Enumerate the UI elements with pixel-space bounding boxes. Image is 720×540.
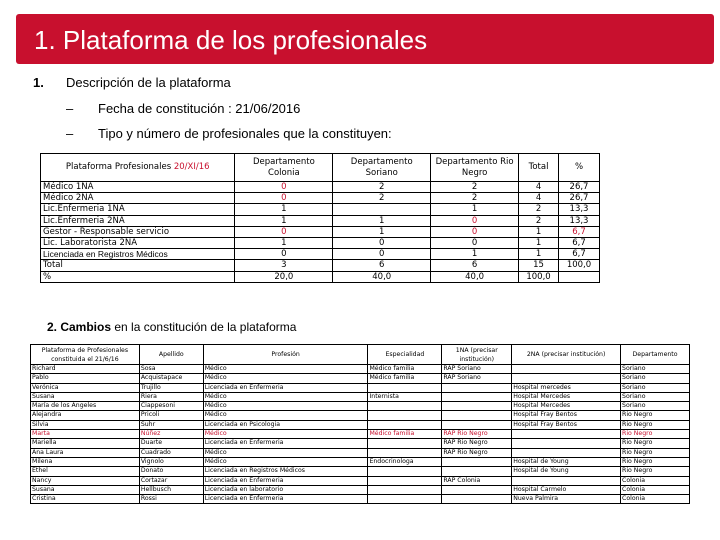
col-header: Departamento Colonia — [235, 154, 333, 182]
cell: Colonia — [621, 476, 690, 485]
cell: Susana — [31, 392, 140, 401]
cell: Cuadrado — [139, 448, 203, 457]
cell-value: 6,7 — [559, 249, 600, 260]
cell: RAP Soriano — [442, 365, 512, 374]
section-number: 1. — [33, 75, 44, 90]
cell — [442, 402, 512, 411]
cell-value: 0 — [431, 238, 519, 249]
cell: Médico — [203, 457, 368, 466]
cell-value: 3 — [235, 260, 333, 271]
table-row — [31, 365, 690, 374]
header-date: 20/XI/16 — [173, 162, 210, 173]
cell: Ciappesoni — [139, 402, 203, 411]
cell: Rio Negro — [621, 467, 690, 476]
cell-value: 26,7 — [559, 193, 600, 204]
cell: Núñez — [139, 430, 203, 439]
table1-row — [41, 238, 600, 249]
cell: Ana Laura — [31, 448, 140, 457]
cell: Soriano — [621, 402, 690, 411]
cell — [442, 420, 512, 429]
cell: Milena — [31, 457, 140, 466]
cell-value: 1 — [333, 215, 431, 226]
bullet-dash: – — [66, 126, 74, 141]
cell — [442, 392, 512, 401]
cell: Licenciada en Enfermeria — [203, 439, 368, 448]
title-banner — [16, 14, 714, 64]
cell: Médico — [203, 402, 368, 411]
cell: Nueva Palmira — [512, 495, 621, 504]
cell-value: 2 — [431, 193, 519, 204]
row-label: Lic.Enfermeria 1NA — [41, 204, 235, 215]
cell: Rio Negro — [621, 439, 690, 448]
cell-value: 2 — [333, 182, 431, 193]
cell: Pricoli — [139, 411, 203, 420]
cell — [368, 402, 442, 411]
cell: Vignolo — [139, 457, 203, 466]
cell: Verónica — [31, 383, 140, 392]
cell: Rio Negro — [621, 420, 690, 429]
cell-value: 40,0 — [333, 271, 431, 282]
table-row — [31, 457, 690, 466]
cell: Susana — [31, 485, 140, 494]
cell — [512, 374, 621, 383]
col-header: Total — [519, 154, 559, 182]
cell-value — [559, 271, 600, 282]
cell — [368, 485, 442, 494]
cell-value: 2 — [333, 193, 431, 204]
cell: Soriano — [621, 374, 690, 383]
cell-value: 4 — [519, 182, 559, 193]
cell: Hospital Carmelo — [512, 485, 621, 494]
cell: Hellbusch — [139, 485, 203, 494]
table-row — [31, 374, 690, 383]
cell-value: 0 — [431, 226, 519, 237]
cell: Hospital Mercedes — [512, 392, 621, 401]
cell-value: 1 — [235, 204, 333, 215]
table-row — [31, 402, 690, 411]
table1-row — [41, 271, 600, 282]
cell — [512, 476, 621, 485]
cell-value: 26,7 — [559, 182, 600, 193]
table-row — [31, 392, 690, 401]
cell-value: 1 — [235, 238, 333, 249]
cell-value: 1 — [431, 249, 519, 260]
table-row — [31, 448, 690, 457]
cell: Cortazar — [139, 476, 203, 485]
table1-row — [41, 204, 600, 215]
cell: Endocrinologa — [368, 457, 442, 466]
cell: Riera — [139, 392, 203, 401]
cell: Médico familia — [368, 365, 442, 374]
cell: Médico — [203, 411, 368, 420]
bullet-tipo: Tipo y número de profesionales que la constituyen: — [98, 126, 392, 141]
col-header: Plataforma de Profesionales constituida el 21/6/16 — [31, 345, 140, 365]
section2-heading: 2. Cambios en la constitución de la plataforma — [47, 320, 297, 334]
cell: Suhr — [139, 420, 203, 429]
table-row — [31, 420, 690, 429]
cell: María de los Ángeles — [31, 402, 140, 411]
table1-row — [41, 260, 600, 271]
row-label: Lic. Laboratorista 2NA — [41, 238, 235, 249]
cell: Médico familia — [368, 374, 442, 383]
cell-value: 100,0 — [559, 260, 600, 271]
cell: RAP Colonia — [442, 476, 512, 485]
cell — [512, 430, 621, 439]
cell: Alejandra — [31, 411, 140, 420]
row-label: % — [41, 271, 235, 282]
cell — [512, 439, 621, 448]
cell-value: 1 — [519, 249, 559, 260]
row-label: Gestor - Responsable servicio — [41, 226, 235, 237]
cell-value: 40,0 — [431, 271, 519, 282]
cell-value: 0 — [235, 249, 333, 260]
cell: Colonia — [621, 485, 690, 494]
cell-value — [333, 204, 431, 215]
cell: Médico — [203, 448, 368, 457]
cell — [442, 411, 512, 420]
cell-value: 13,3 — [559, 204, 600, 215]
cell-value: 15 — [519, 260, 559, 271]
table1-row — [41, 182, 600, 193]
cell: Colonia — [621, 495, 690, 504]
cell: Licenciada en laboratorio — [203, 485, 368, 494]
col-header: Profesión — [203, 345, 368, 365]
bullet-dash: – — [66, 101, 74, 116]
cell: Trujillo — [139, 383, 203, 392]
col-header: Departamento Rio Negro — [431, 154, 519, 182]
cell: Nancy — [31, 476, 140, 485]
cell: Ethel — [31, 467, 140, 476]
cell: Marta — [31, 430, 140, 439]
cell-value: 1 — [519, 226, 559, 237]
cell — [368, 448, 442, 457]
col-header: 1NA (precisar institución) — [442, 345, 512, 365]
table1-row — [41, 193, 600, 204]
col-header: Apellido — [139, 345, 203, 365]
table-row — [31, 467, 690, 476]
cell: RAP Rio Negro — [442, 430, 512, 439]
cell-value: 1 — [431, 204, 519, 215]
cell: Médico familia — [368, 430, 442, 439]
cell-value: 100,0 — [519, 271, 559, 282]
cell: Rio Negro — [621, 457, 690, 466]
row-label: Licenciada en Registros Médicos — [41, 249, 235, 260]
cell: Pablo — [31, 374, 140, 383]
cell-value: 1 — [519, 238, 559, 249]
cell-value: 13,3 — [559, 215, 600, 226]
row-label: Lic.Enfermeria 2NA — [41, 215, 235, 226]
cell: Licenciada en Enfermeria — [203, 495, 368, 504]
cell: Médico — [203, 374, 368, 383]
cell-value: 6,7 — [559, 226, 600, 237]
cell: Mariella — [31, 439, 140, 448]
col-header: Departamento — [621, 345, 690, 365]
cell: Sosa — [139, 365, 203, 374]
cell: Hospital Fray Bentos — [512, 411, 621, 420]
table-row — [31, 411, 690, 420]
bullet-fecha: Fecha de constitución : 21/06/2016 — [98, 101, 301, 116]
cell-value: 6 — [333, 260, 431, 271]
cell — [442, 467, 512, 476]
cell: Rio Negro — [621, 430, 690, 439]
cell: Licenciada en Psicologia — [203, 420, 368, 429]
cell — [368, 420, 442, 429]
cell: Rio Negro — [621, 411, 690, 420]
cell: Hospital mercedes — [512, 383, 621, 392]
cell: Licenciada en Enfermeria — [203, 476, 368, 485]
cell: Médico — [203, 430, 368, 439]
row-label: Médico 2NA — [41, 193, 235, 204]
cell-value: 2 — [431, 182, 519, 193]
col-header: Departamento Soriano — [333, 154, 431, 182]
table1-row — [41, 215, 600, 226]
cell-value: 1 — [333, 226, 431, 237]
cell-value: 6 — [431, 260, 519, 271]
section-heading: Descripción de la plataforma — [66, 75, 231, 90]
table1-row — [41, 249, 600, 260]
cell — [368, 383, 442, 392]
cell: Licenciada en Enfermeria — [203, 383, 368, 392]
cell-value: 20,0 — [235, 271, 333, 282]
cell — [368, 439, 442, 448]
cell: Rio Negro — [621, 448, 690, 457]
cell — [442, 457, 512, 466]
platform-members-table — [30, 344, 690, 504]
cell: Soriano — [621, 365, 690, 374]
cell: Hospital de Young — [512, 457, 621, 466]
col-header: 2NA (precisar institución) — [512, 345, 621, 365]
cell — [442, 485, 512, 494]
cell: Cristina — [31, 495, 140, 504]
cell: Acquistapace — [139, 374, 203, 383]
cell-value: 0 — [235, 193, 333, 204]
cell-value: 1 — [235, 215, 333, 226]
cell — [512, 365, 621, 374]
cell-value: 6,7 — [559, 238, 600, 249]
cell: Soriano — [621, 392, 690, 401]
table-row — [31, 485, 690, 494]
cell — [442, 383, 512, 392]
cell: Silvia — [31, 420, 140, 429]
cell: Internista — [368, 392, 442, 401]
cell: RAP Rio Negro — [442, 448, 512, 457]
cell-value: 0 — [235, 182, 333, 193]
cell: Duarte — [139, 439, 203, 448]
cell-value: 0 — [431, 215, 519, 226]
cell — [368, 411, 442, 420]
table-row — [31, 495, 690, 504]
cell-value: 0 — [333, 238, 431, 249]
table-row — [31, 439, 690, 448]
cell: Soriano — [621, 383, 690, 392]
cell-value: 0 — [235, 226, 333, 237]
cell: Médico — [203, 392, 368, 401]
table-row — [31, 430, 690, 439]
cell: Donato — [139, 467, 203, 476]
cell-value: 2 — [519, 215, 559, 226]
table-row — [31, 383, 690, 392]
cell: Médico — [203, 365, 368, 374]
table1-header-label: Plataforma Profesionales 20/XI/16 — [41, 154, 235, 182]
cell — [368, 467, 442, 476]
cell — [368, 476, 442, 485]
cell: Licenciada en Registros Médicos — [203, 467, 368, 476]
cell: Richard — [31, 365, 140, 374]
row-label: Médico 1NA — [41, 182, 235, 193]
cell — [368, 495, 442, 504]
cell: RAP Rio Negro — [442, 439, 512, 448]
cell — [512, 448, 621, 457]
cell-value: 0 — [333, 249, 431, 260]
cell: Hospital de Young — [512, 467, 621, 476]
cell: Hospital Fray Bentos — [512, 420, 621, 429]
cell — [442, 495, 512, 504]
cell: Hospital Mercedes — [512, 402, 621, 411]
table-row — [31, 476, 690, 485]
row-label: Total — [41, 260, 235, 271]
table1-row — [41, 226, 600, 237]
cell-value: 2 — [519, 204, 559, 215]
col-header: Especialidad — [368, 345, 442, 365]
cell: RAP Soriano — [442, 374, 512, 383]
professionals-count-table — [40, 153, 600, 283]
page-title: 1. Plataforma de los profesionales — [34, 25, 428, 55]
cell: Rossi — [139, 495, 203, 504]
col-header: % — [559, 154, 600, 182]
cell-value: 4 — [519, 193, 559, 204]
